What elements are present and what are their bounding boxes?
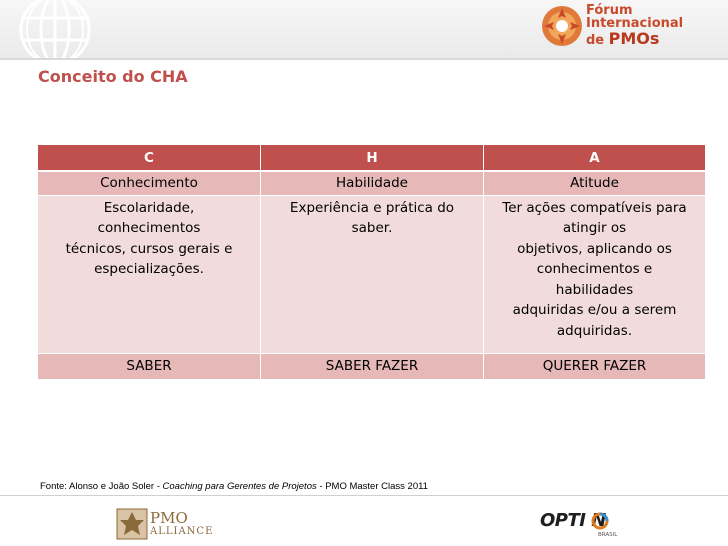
desc-line: adquiridas. <box>556 322 633 339</box>
forum-line-3 <box>586 31 659 49</box>
forum-line-2: Internacional <box>586 16 684 31</box>
desc-line: especializações. <box>94 261 204 277</box>
desc-cell-atitude <box>484 195 706 353</box>
forum-line-1: Fórum <box>586 3 633 18</box>
header-cell-a: A <box>484 145 706 171</box>
pmo-alliance-sub: ALLIANCE <box>150 526 214 537</box>
globe-decoration-icon <box>0 0 100 58</box>
option-brasil-logo <box>540 510 640 540</box>
slide-title: Conceito do CHA <box>38 67 188 86</box>
desc-line: saber. <box>351 220 393 236</box>
pmo-alliance-name: PMO <box>150 509 188 527</box>
option-swirl-icon <box>591 512 609 530</box>
desc-line: Experiência e prática do <box>289 199 455 216</box>
table-row-descriptions <box>38 195 706 353</box>
desc-line: Escolaridade, <box>103 199 195 216</box>
header-cell-c: C <box>38 145 261 171</box>
name-cell-atitude: Atitude <box>484 171 706 195</box>
desc-cell-habilidade <box>261 195 484 353</box>
forum-line-3-prefix: de <box>586 33 609 48</box>
table-header-row <box>38 145 706 171</box>
verb-cell-saber: SABER <box>38 353 261 379</box>
option-wordmark: OPTI N <box>540 510 606 531</box>
option-sub: BRASIL <box>598 532 618 538</box>
desc-line: técnicos, cursos gerais e <box>65 240 233 257</box>
desc-cell-conhecimento <box>38 195 261 353</box>
table-row-names <box>38 171 706 195</box>
name-cell-conhecimento: Conhecimento <box>38 171 261 195</box>
desc-line: atingir os <box>562 220 627 236</box>
desc-line: objetivos, aplicando os <box>517 240 672 257</box>
desc-line: conhecimentos e <box>536 261 653 277</box>
source-title: Coaching para Gerentes de Projetos <box>162 481 317 492</box>
footer-divider <box>0 495 728 496</box>
name-cell-habilidade: Habilidade <box>261 171 484 195</box>
desc-line: Ter ações compatíveis para <box>502 199 687 216</box>
verb-cell-querer-fazer: QUERER FAZER <box>484 353 706 379</box>
source-citation <box>40 481 428 492</box>
desc-line: adquiridas e/ou a serem <box>512 302 677 318</box>
cha-table <box>37 145 706 379</box>
header-band <box>0 0 728 58</box>
source-suffix: - PMO Master Class 2011 <box>316 481 428 492</box>
table-row-verbs <box>38 353 706 379</box>
pmo-alliance-icon <box>116 508 148 540</box>
desc-line: habilidades <box>555 281 634 298</box>
source-prefix: Fonte: Alonso e João Soler - <box>40 481 163 492</box>
header-cell-h: H <box>261 145 484 171</box>
pmo-alliance-logo <box>116 506 216 542</box>
desc-line: conhecimentos <box>97 220 201 236</box>
forum-line-3-pmos: PMOs <box>608 29 660 48</box>
header-divider <box>0 58 728 60</box>
verb-cell-saber-fazer: SABER FAZER <box>261 353 484 379</box>
forum-badge-icon <box>540 4 584 48</box>
forum-pmos-logo <box>540 2 690 54</box>
